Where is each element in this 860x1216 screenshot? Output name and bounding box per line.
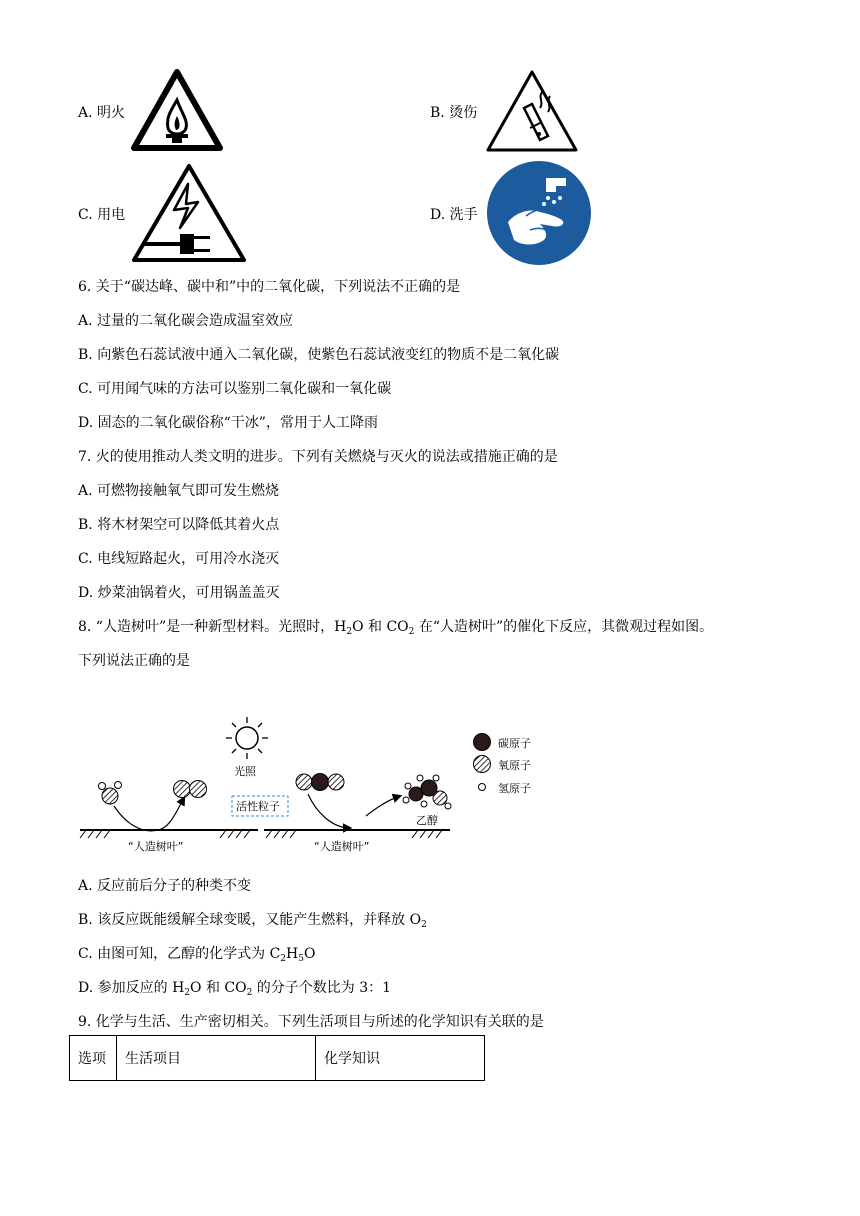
q7-option-b[interactable]: B. 将木材架空可以降低其着火点 xyxy=(78,517,280,533)
legend-oxygen: 氧原子 xyxy=(498,759,531,772)
table-header-cell: 生活项目 xyxy=(117,1036,316,1081)
q6-option-d[interactable]: D. 固态的二氧化碳俗称“干冰”，常用于人工降雨 xyxy=(78,415,378,431)
leaf-label-right: “人造树叶” xyxy=(314,840,370,853)
leaf-label-left: “人造树叶” xyxy=(128,840,184,853)
q8-reaction-diagram xyxy=(76,712,550,858)
catalyst-label: 活性粒子 xyxy=(236,800,280,813)
q5-option-d-label: D. 洗手 xyxy=(430,207,478,223)
q8-stem: 8. “人造树叶”是一种新型材料。光照时，$H_2O$ 和 $CO_2$ 在“人造树叶”的催化下反应，其微观过程如图。 xyxy=(78,619,714,637)
q8-option-a[interactable]: A. 反应前后分子的种类不变 xyxy=(78,878,252,894)
ethanol-label: 乙醇 xyxy=(416,814,438,827)
q8-option-d[interactable]: D. 参加反应的 $H_2O$ 和 $CO_2$ 的分子个数比为 3：1 xyxy=(78,980,392,998)
table-row xyxy=(70,1036,485,1081)
q7-stem: 7. 火的使用推动人类文明的进步。下列有关燃烧与灭火的说法或措施正确的是 xyxy=(78,449,558,465)
q5-option-a-label: A. 明火 xyxy=(78,105,126,121)
q8-stem-line2: 下列说法正确的是 xyxy=(78,653,190,669)
q6-option-a[interactable]: A. 过量的二氧化碳会造成温室效应 xyxy=(78,313,294,329)
q7-option-a[interactable]: A. 可燃物接触氧气即可发生燃烧 xyxy=(78,483,280,499)
flame-warning-icon xyxy=(130,68,224,152)
light-label: 光照 xyxy=(234,765,256,778)
hand-wash-icon xyxy=(486,160,592,266)
q9-table xyxy=(69,1035,485,1081)
q6-option-b[interactable]: B. 向紫色石蕊试液中通入二氧化碳，使紫色石蕊试液变红的物质不是二氧化碳 xyxy=(78,347,560,363)
q6-option-c[interactable]: C. 可用闻气味的方法可以鉴别二氧化碳和一氧化碳 xyxy=(78,381,392,397)
q5-option-c-label: C. 用电 xyxy=(78,207,126,223)
q9-stem: 9. 化学与生活、生产密切相关。下列生活项目与所述的化学知识有关联的是 xyxy=(78,1014,544,1030)
legend-hydrogen: 氢原子 xyxy=(498,782,531,795)
electric-plug-warning-icon xyxy=(130,162,248,264)
sun-icon xyxy=(226,717,268,759)
q5-option-b-label: B. 烫伤 xyxy=(430,105,478,121)
q7-option-d[interactable]: D. 炒菜油锅着火，可用锅盖盖灭 xyxy=(78,585,280,601)
q8-option-c[interactable]: C. 由图可知，乙醇的化学式为 $C_2H_5O$ xyxy=(78,946,316,964)
table-header-cell: 选项 xyxy=(70,1036,117,1081)
burn-warning-icon xyxy=(484,68,580,154)
q6-stem: 6. 关于“碳达峰、碳中和”中的二氧化碳，下列说法不正确的是 xyxy=(78,279,461,295)
table-header-cell: 化学知识 xyxy=(316,1036,485,1081)
q7-option-c[interactable]: C. 电线短路起火，可用冷水浇灭 xyxy=(78,551,280,567)
q8-option-b[interactable]: B. 该反应既能缓解全球变暖，又能产生燃料，并释放 $O_2$ xyxy=(78,912,427,930)
legend-carbon: 碳原子 xyxy=(498,737,531,750)
